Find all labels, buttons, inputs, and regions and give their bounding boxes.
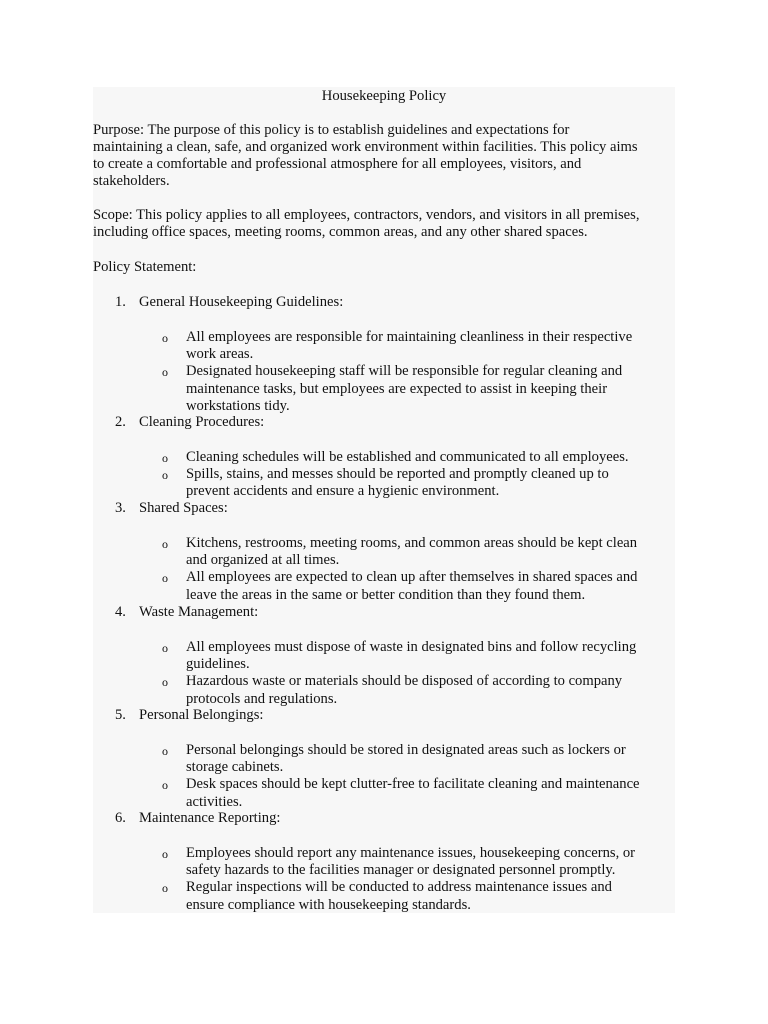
section-number: 4. (115, 604, 126, 620)
bullet-text-line: All employees must dispose of waste in designated bins and follow recycling (186, 638, 637, 655)
bullet-text-line: All employees are expected to clean up after themselves in shared spaces and (186, 569, 638, 586)
purpose-line: Purpose: The purpose of this policy is to establish guidelines and expectations for (93, 122, 570, 138)
section-heading: General Housekeeping Guidelines: (139, 294, 344, 310)
bullet-text-line: Hazardous waste or materials should be disposed of according to company (186, 673, 623, 690)
bullet-text-line: All employees are responsible for maintaining cleanliness in their respective (186, 328, 633, 345)
document-page (93, 87, 675, 913)
section-heading: Waste Management: (139, 604, 259, 620)
bullet-text-line: workstations tidy. (186, 397, 290, 414)
section-heading: Shared Spaces: (139, 500, 228, 516)
bullet-text-line: activities. (186, 793, 243, 810)
bullet-text-line: Regular inspections will be conducted to address maintenance issues and (186, 879, 612, 896)
section-number: 3. (115, 500, 126, 516)
bullet-marker: o (162, 640, 168, 655)
purpose-line: stakeholders. (93, 173, 170, 189)
bullet-marker: o (162, 365, 168, 380)
bullet-text-line: Cleaning schedules will be established and communicated to all employees. (186, 448, 629, 465)
bullet-text-line: safety hazards to the facilities manager or designated personnel promptly. (186, 862, 616, 879)
bullet-marker: o (162, 330, 168, 345)
bullet-text-line: Designated housekeeping staff will be responsible for regular cleaning and (186, 363, 623, 380)
bullet-text-line: protocols and regulations. (186, 690, 338, 707)
bullet-text-line: Desk spaces should be kept clutter-free to facilitate cleaning and maintenance (186, 776, 640, 793)
bullet-marker: o (162, 450, 168, 465)
purpose-line: maintaining a clean, safe, and organized work environment within facilities. This policy aims (93, 139, 638, 155)
bullet-marker: o (162, 881, 168, 896)
bullet-text-line: guidelines. (186, 656, 250, 673)
section-heading: Maintenance Reporting: (139, 810, 281, 826)
bullet-text-line: Personal belongings should be stored in designated areas such as lockers or (186, 741, 626, 758)
scope-line: including office spaces, meeting rooms, common areas, and any other shared spaces. (93, 224, 588, 240)
policy-statement-heading: Policy Statement: (93, 259, 197, 275)
scope-line: Scope: This policy applies to all employees, contractors, vendors, and visitors in all premises, (93, 207, 640, 223)
section-number: 1. (115, 294, 126, 310)
bullet-text-line: ensure compliance with housekeeping standards. (186, 896, 471, 913)
bullet-marker: o (162, 468, 168, 483)
bullet-text-line: maintenance tasks, but employees are expected to assist in keeping their (186, 380, 608, 397)
section-number: 5. (115, 707, 126, 723)
bullet-marker: o (162, 743, 168, 758)
bullet-text-line: Employees should report any maintenance issues, housekeeping concerns, or (186, 844, 636, 861)
bullet-text-line: leave the areas in the same or better condition than they found them. (186, 586, 586, 603)
section-heading: Cleaning Procedures: (139, 414, 265, 430)
bullet-marker: o (162, 536, 168, 551)
section-number: 6. (115, 810, 126, 826)
purpose-line: to create a comfortable and professional atmosphere for all employees, visitors, and (93, 156, 582, 172)
bullet-text-line: Kitchens, restrooms, meeting rooms, and common areas should be kept clean (186, 534, 638, 551)
bullet-marker: o (162, 846, 168, 861)
page-title: Housekeeping Policy (321, 88, 447, 104)
bullet-marker: o (162, 675, 168, 690)
section-number: 2. (115, 414, 126, 430)
bullet-text-line: and organized at all times. (186, 552, 340, 569)
section-heading: Personal Belongings: (139, 707, 264, 723)
bullet-text-line: Spills, stains, and messes should be reported and promptly cleaned up to (186, 466, 609, 483)
bullet-text-line: prevent accidents and ensure a hygienic environment. (186, 483, 500, 500)
bullet-text-line: work areas. (186, 346, 254, 363)
bullet-marker: o (162, 778, 168, 793)
bullet-marker: o (162, 571, 168, 586)
bullet-text-line: storage cabinets. (186, 759, 284, 776)
